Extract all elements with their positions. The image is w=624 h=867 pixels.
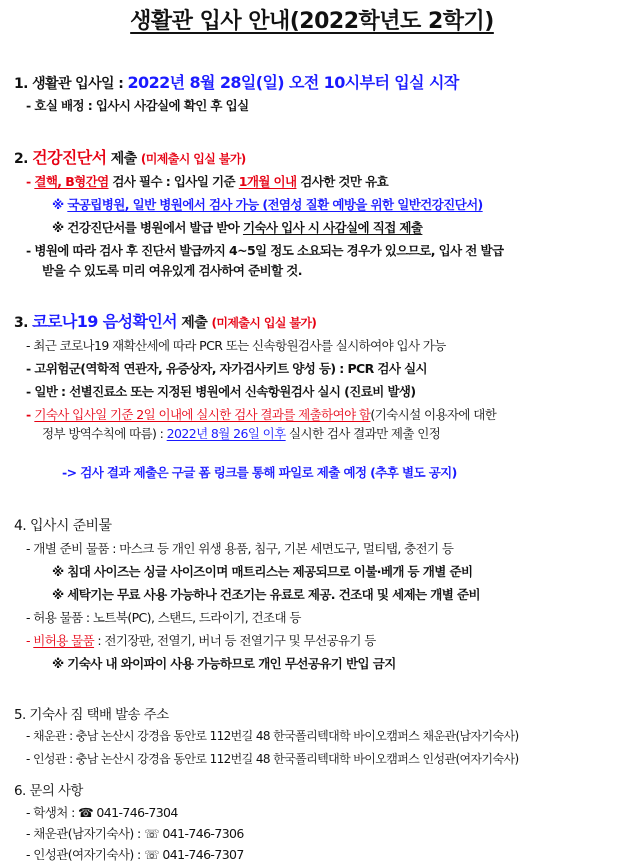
page-title: 생활관 입사 안내(2022학년도 2학기) — [130, 9, 494, 34]
health-check-required: - 결핵, B형간염 검사 필수 : 입사일 기준 1개월 이내 검사한 것만 유효 — [26, 174, 389, 189]
items-individual: - 개별 준비 물품 : 마스크 등 개인 위생 용품, 침구, 기본 세면도구, 멀티탭, 충전기 등 — [26, 541, 454, 556]
covid-line-2: - 고위험군(역학적 연관자, 유증상자, 자가검사키트 양성 등) : PCR 검사 실시 — [26, 361, 428, 376]
contact-chaeun: - 채운관(남자기숙사) : ☏ 041-746-7306 — [26, 826, 244, 841]
health-check-location: ※ 국공립병원, 일반 병원에서 검사 가능 (전염성 질환 예방을 위한 일반건강진단서) — [52, 197, 483, 212]
section6-heading: 6. 문의 사항 — [14, 783, 83, 799]
items-prohibited: - 비허용 물품 : 전기장판, 전열기, 버너 등 전열기구 및 무선공유기 등 — [26, 633, 376, 648]
bed-size-note: ※ 침대 사이즈는 싱글 사이즈이며 매트리스는 제공되므로 이불·베개 등 개별 준비 — [52, 564, 473, 579]
room-assignment: - 호실 배정 : 입사시 사감실에 확인 후 입실 — [26, 98, 249, 113]
items-allowed: - 허용 물품 : 노트북(PC), 스탠드, 드라이기, 건조대 등 — [26, 610, 301, 625]
address-chaeun: - 채운관 : 충남 논산시 강경읍 동안로 112번길 48 한국폴리텍대학 바이오캠퍼스 채운관(남자기숙사) — [26, 729, 519, 743]
section3-heading: 3. 코로나19 음성확인서 제출 (미제출시 입실 불가) — [14, 312, 317, 331]
section1-heading: 1. 생활관 입사일 : 2022년 8월 28일(일) 오전 10시부터 입실 시작 — [14, 73, 459, 92]
health-check-note-cont: 받을 수 있도록 미리 여유있게 검사하여 준비할 것. — [42, 263, 302, 278]
laundry-note: ※ 세탁기는 무료 사용 가능하나 건조기는 유료로 제공. 건조대 및 세제는 개별 준비 — [52, 587, 480, 602]
covid-line-1: - 최근 코로나19 재확산세에 따라 PCR 또는 신속항원검사를 실시하여야 입사 가능 — [26, 338, 446, 353]
covid-line-5: 정부 방역수칙에 따름) : 2022년 8월 26일 이후 실시한 검사 결과만 제출 인정 — [42, 426, 441, 441]
health-check-note: - 병원에 따라 검사 후 진단서 발급까지 4~5일 정도 소요되는 경우가 있으므로, 입사 전 발급 — [26, 243, 504, 258]
covid-line-4: - 기숙사 입사일 기준 2일 이내에 실시한 검사 결과를 제출하여야 함(기숙시설 이용자에 대한 — [26, 407, 497, 422]
section5-heading: 5. 기숙사 짐 택배 발송 주소 — [14, 707, 169, 723]
move-in-date: 2022년 8월 28일(일) 오전 10시부터 입실 시작 — [127, 73, 459, 92]
health-check-submit: ※ 건강진단서를 병원에서 발급 받아 기숙사 입사 시 사감실에 직접 제출 — [52, 220, 423, 235]
contact-inseong: - 인성관(여자기숙사) : ☏ 041-746-7307 — [26, 847, 244, 862]
section4-heading: 4. 입사시 준비물 — [14, 518, 112, 534]
covid-submission-notice: -> 검사 결과 제출은 구글 폼 링크를 통해 파일로 제출 예정 (추후 별도 공지) — [62, 465, 457, 480]
contact-student-affairs: - 학생처 : ☎ 041-746-7304 — [26, 805, 178, 820]
address-inseong: - 인성관 : 충남 논산시 강경읍 동안로 112번길 48 한국폴리텍대학 바이오캠퍼스 인성관(여자기숙사) — [26, 752, 519, 766]
covid-line-3: - 일반 : 선별진료소 또는 지정된 병원에서 신속항원검사 실시 (진료비 발생) — [26, 384, 416, 399]
section2-heading: 2. 건강진단서 제출 (미제출시 입실 불가) — [14, 148, 246, 167]
wifi-note: ※ 기숙사 내 와이파이 사용 가능하므로 개인 무선공유기 반입 금지 — [52, 656, 396, 671]
